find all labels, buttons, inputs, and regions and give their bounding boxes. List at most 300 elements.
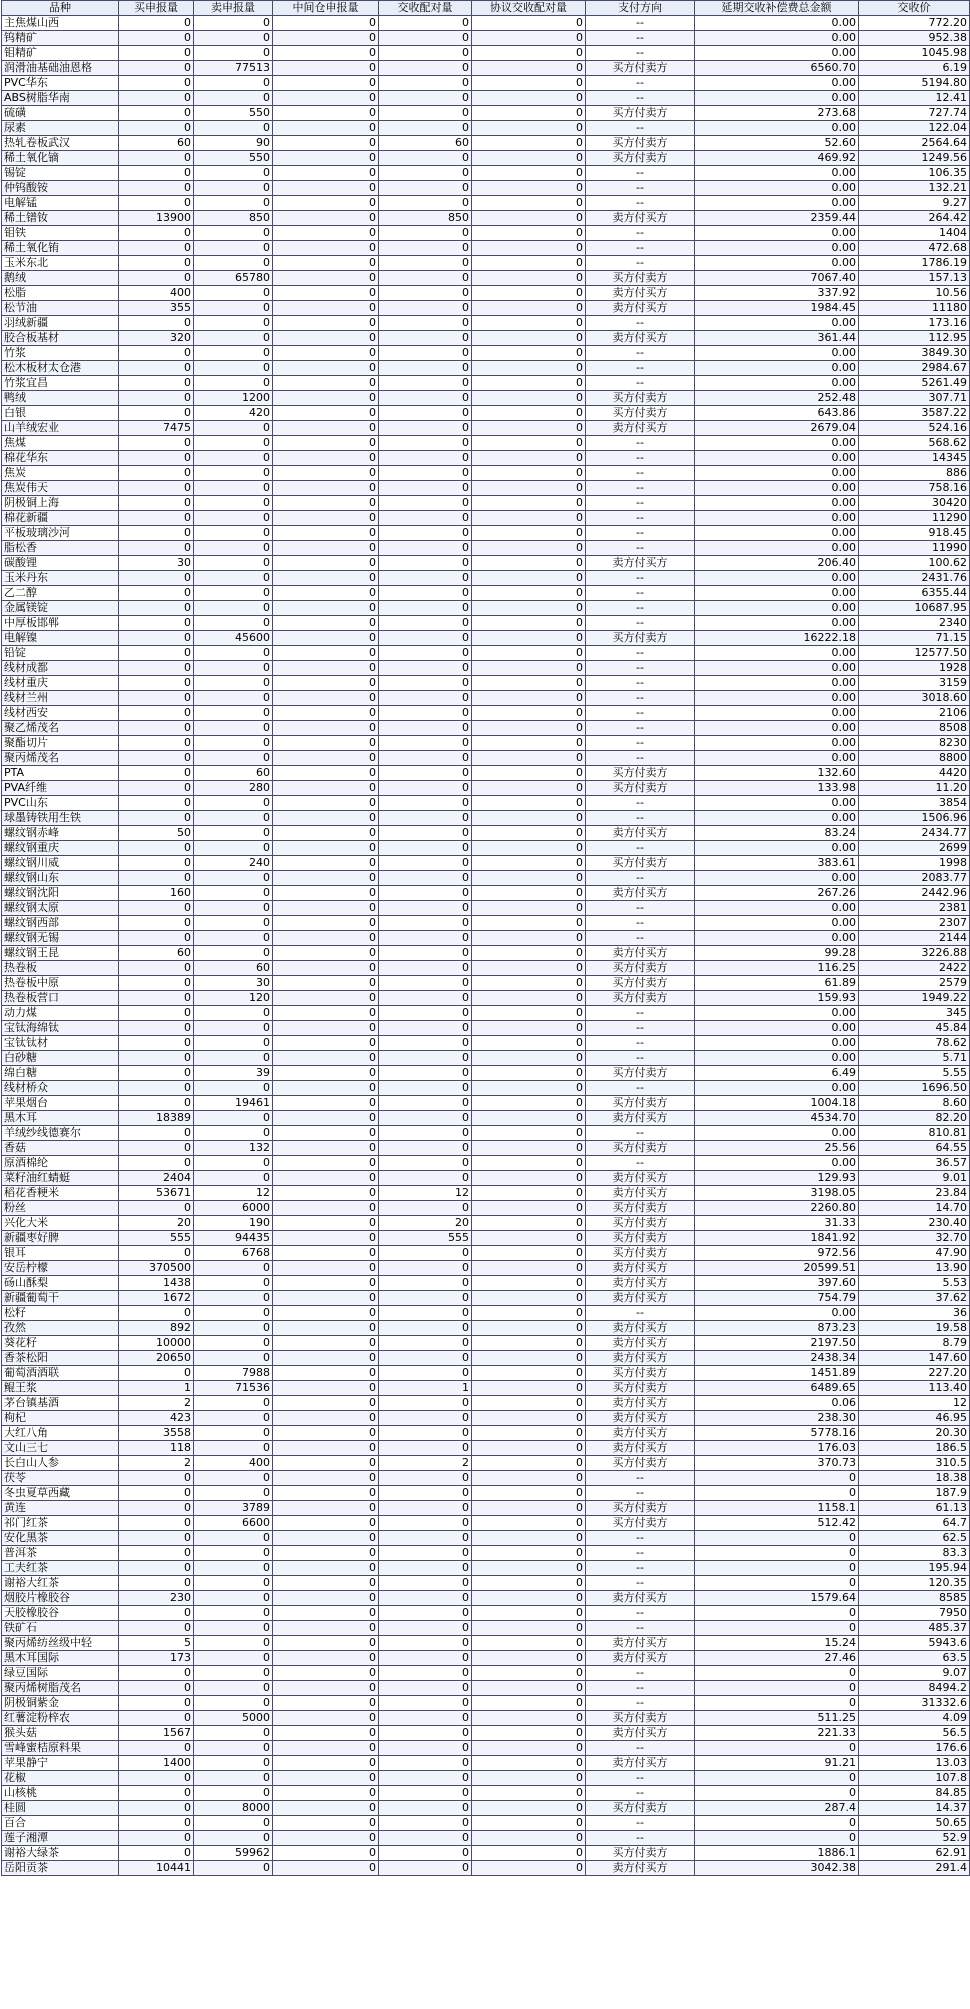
cell-delivery-price: 113.40 [859, 1381, 970, 1396]
cell-sell-declared: 0 [194, 1696, 273, 1711]
cell-sell-declared: 0 [194, 91, 273, 106]
cell-intermediate-declared: 0 [273, 151, 379, 166]
cell-intermediate-declared: 0 [273, 1801, 379, 1816]
table-row [2, 1516, 970, 1531]
cell-compensation-total: 0.00 [695, 676, 859, 691]
table-row [2, 346, 970, 361]
table-row [2, 1621, 970, 1636]
table-row [2, 766, 970, 781]
cell-buy-declared: 370500 [119, 1261, 194, 1276]
cell-agreement-matched: 0 [472, 1336, 586, 1351]
cell-buy-declared: 0 [119, 1141, 194, 1156]
cell-delivery-price: 173.16 [859, 316, 970, 331]
table-row [2, 676, 970, 691]
cell-sell-declared: 0 [194, 1636, 273, 1651]
cell-intermediate-declared: 0 [273, 1216, 379, 1231]
cell-variety: 线材桥众 [2, 1081, 119, 1096]
cell-variety: 黑木耳 [2, 1111, 119, 1126]
cell-buy-declared: 0 [119, 841, 194, 856]
cell-payment-direction: -- [586, 1666, 695, 1681]
cell-sell-declared: 0 [194, 1741, 273, 1756]
cell-intermediate-declared: 0 [273, 211, 379, 226]
cell-intermediate-declared: 0 [273, 1066, 379, 1081]
table-row [2, 376, 970, 391]
cell-payment-direction: 买方付卖方 [586, 1141, 695, 1156]
cell-buy-declared: 0 [119, 151, 194, 166]
cell-delivery-matched: 0 [379, 1066, 472, 1081]
cell-sell-declared: 0 [194, 1771, 273, 1786]
cell-agreement-matched: 0 [472, 1231, 586, 1246]
cell-variety: 聚丙烯树脂茂名 [2, 1681, 119, 1696]
table-row [2, 916, 970, 931]
cell-variety: 稀土氧化铕 [2, 241, 119, 256]
table-row [2, 226, 970, 241]
table-row [2, 76, 970, 91]
cell-payment-direction: 买方付卖方 [586, 961, 695, 976]
table-row [2, 1756, 970, 1771]
cell-delivery-matched: 0 [379, 526, 472, 541]
cell-delivery-matched: 0 [379, 1831, 472, 1846]
cell-intermediate-declared: 0 [273, 1231, 379, 1246]
cell-agreement-matched: 0 [472, 1486, 586, 1501]
cell-variety: 胶合板基材 [2, 331, 119, 346]
cell-buy-declared: 5 [119, 1636, 194, 1651]
cell-variety: 猴头菇 [2, 1726, 119, 1741]
cell-compensation-total: 1886.1 [695, 1846, 859, 1861]
table-row [2, 1846, 970, 1861]
cell-intermediate-declared: 0 [273, 526, 379, 541]
cell-delivery-price: 4420 [859, 766, 970, 781]
cell-delivery-price: 9.07 [859, 1666, 970, 1681]
cell-buy-declared: 0 [119, 541, 194, 556]
table-row [2, 106, 970, 121]
table-row [2, 1861, 970, 1876]
cell-payment-direction: -- [586, 196, 695, 211]
cell-intermediate-declared: 0 [273, 466, 379, 481]
cell-agreement-matched: 0 [472, 1066, 586, 1081]
cell-buy-declared: 10441 [119, 1861, 194, 1876]
table-row [2, 211, 970, 226]
cell-intermediate-declared: 0 [273, 1171, 379, 1186]
cell-delivery-price: 1786.19 [859, 256, 970, 271]
table-row [2, 1291, 970, 1306]
cell-delivery-price: 2083.77 [859, 871, 970, 886]
cell-delivery-matched: 0 [379, 76, 472, 91]
cell-payment-direction: -- [586, 1471, 695, 1486]
cell-sell-declared: 71536 [194, 1381, 273, 1396]
cell-compensation-total: 176.03 [695, 1441, 859, 1456]
cell-agreement-matched: 0 [472, 91, 586, 106]
cell-intermediate-declared: 0 [273, 121, 379, 136]
cell-buy-declared: 0 [119, 616, 194, 631]
cell-buy-declared: 0 [119, 1546, 194, 1561]
cell-delivery-matched: 0 [379, 421, 472, 436]
cell-agreement-matched: 0 [472, 541, 586, 556]
cell-buy-declared: 555 [119, 1231, 194, 1246]
cell-agreement-matched: 0 [472, 1636, 586, 1651]
cell-delivery-price: 524.16 [859, 421, 970, 436]
cell-sell-declared: 0 [194, 1156, 273, 1171]
cell-agreement-matched: 0 [472, 871, 586, 886]
cell-buy-declared: 0 [119, 511, 194, 526]
cell-buy-declared: 1438 [119, 1276, 194, 1291]
cell-delivery-price: 2106 [859, 706, 970, 721]
cell-buy-declared: 0 [119, 1711, 194, 1726]
cell-payment-direction: -- [586, 871, 695, 886]
cell-payment-direction: -- [586, 1156, 695, 1171]
cell-buy-declared: 0 [119, 106, 194, 121]
cell-compensation-total: 273.68 [695, 106, 859, 121]
cell-sell-declared: 0 [194, 1831, 273, 1846]
cell-agreement-matched: 0 [472, 901, 586, 916]
cell-variety: 热卷板营口 [2, 991, 119, 1006]
cell-compensation-total: 0.00 [695, 721, 859, 736]
cell-delivery-matched: 0 [379, 466, 472, 481]
cell-agreement-matched: 0 [472, 1756, 586, 1771]
cell-buy-declared: 230 [119, 1591, 194, 1606]
table-row [2, 1036, 970, 1051]
cell-buy-declared: 0 [119, 721, 194, 736]
cell-payment-direction: -- [586, 1036, 695, 1051]
cell-compensation-total: 0.00 [695, 691, 859, 706]
cell-intermediate-declared: 0 [273, 316, 379, 331]
cell-intermediate-declared: 0 [273, 1201, 379, 1216]
cell-buy-declared: 0 [119, 1531, 194, 1546]
cell-agreement-matched: 0 [472, 496, 586, 511]
cell-intermediate-declared: 0 [273, 31, 379, 46]
cell-payment-direction: 卖方付买方 [586, 826, 695, 841]
table-row [2, 1456, 970, 1471]
table-row [2, 361, 970, 376]
cell-variety: 脂松香 [2, 541, 119, 556]
cell-payment-direction: -- [586, 811, 695, 826]
cell-agreement-matched: 0 [472, 811, 586, 826]
cell-intermediate-declared: 0 [273, 46, 379, 61]
cell-agreement-matched: 0 [472, 61, 586, 76]
cell-payment-direction: -- [586, 541, 695, 556]
cell-buy-declared: 0 [119, 1021, 194, 1036]
cell-delivery-price: 230.40 [859, 1216, 970, 1231]
cell-delivery-price: 100.62 [859, 556, 970, 571]
cell-variety: 黄连 [2, 1501, 119, 1516]
cell-delivery-matched: 0 [379, 481, 472, 496]
cell-payment-direction: 买方付卖方 [586, 631, 695, 646]
cell-buy-declared: 2 [119, 1456, 194, 1471]
cell-delivery-matched: 0 [379, 766, 472, 781]
cell-sell-declared: 0 [194, 1111, 273, 1126]
cell-payment-direction: -- [586, 466, 695, 481]
cell-intermediate-declared: 0 [273, 691, 379, 706]
cell-sell-declared: 0 [194, 1546, 273, 1561]
cell-buy-declared: 0 [119, 1576, 194, 1591]
cell-variety: 山核桃 [2, 1786, 119, 1801]
cell-agreement-matched: 0 [472, 241, 586, 256]
cell-payment-direction: 卖方付买方 [586, 1186, 695, 1201]
cell-delivery-matched: 0 [379, 166, 472, 181]
table-row [2, 1351, 970, 1366]
table-row [2, 1486, 970, 1501]
cell-buy-declared: 0 [119, 406, 194, 421]
table-row [2, 391, 970, 406]
cell-variety: 动力煤 [2, 1006, 119, 1021]
cell-sell-declared: 0 [194, 286, 273, 301]
cell-intermediate-declared: 0 [273, 1486, 379, 1501]
cell-agreement-matched: 0 [472, 1516, 586, 1531]
cell-payment-direction: -- [586, 1606, 695, 1621]
cell-variety: 螺纹钢沈阳 [2, 886, 119, 901]
cell-delivery-matched: 0 [379, 796, 472, 811]
cell-delivery-price: 47.90 [859, 1246, 970, 1261]
cell-delivery-price: 19.58 [859, 1321, 970, 1336]
cell-variety: 茯苓 [2, 1471, 119, 1486]
cell-buy-declared: 0 [119, 76, 194, 91]
cell-intermediate-declared: 0 [273, 991, 379, 1006]
cell-compensation-total: 221.33 [695, 1726, 859, 1741]
cell-delivery-price: 2579 [859, 976, 970, 991]
cell-agreement-matched: 0 [472, 1546, 586, 1561]
cell-delivery-matched: 0 [379, 676, 472, 691]
table-row [2, 271, 970, 286]
cell-delivery-matched: 0 [379, 1201, 472, 1216]
cell-payment-direction: 买方付卖方 [586, 271, 695, 286]
cell-variety: 线材成都 [2, 661, 119, 676]
cell-delivery-matched: 0 [379, 1411, 472, 1426]
cell-variety: 砀山酥梨 [2, 1276, 119, 1291]
cell-delivery-matched: 0 [379, 31, 472, 46]
cell-variety: 线材重庆 [2, 676, 119, 691]
cell-sell-declared: 0 [194, 481, 273, 496]
cell-buy-declared: 0 [119, 871, 194, 886]
cell-buy-declared: 0 [119, 241, 194, 256]
table-row [2, 691, 970, 706]
cell-payment-direction: -- [586, 571, 695, 586]
cell-sell-declared: 0 [194, 466, 273, 481]
cell-payment-direction: -- [586, 1621, 695, 1636]
cell-variety: 松籽 [2, 1306, 119, 1321]
cell-sell-declared: 0 [194, 1786, 273, 1801]
cell-compensation-total: 0.00 [695, 436, 859, 451]
cell-payment-direction: -- [586, 751, 695, 766]
cell-intermediate-declared: 0 [273, 811, 379, 826]
cell-variety: 茅台镇基酒 [2, 1396, 119, 1411]
cell-sell-declared: 0 [194, 421, 273, 436]
cell-intermediate-declared: 0 [273, 1861, 379, 1876]
cell-variety: 鲲王浆 [2, 1381, 119, 1396]
cell-delivery-matched: 0 [379, 1651, 472, 1666]
cell-delivery-matched: 0 [379, 271, 472, 286]
cell-variety: 乙二醇 [2, 586, 119, 601]
table-row [2, 1471, 970, 1486]
cell-agreement-matched: 0 [472, 286, 586, 301]
table-row [2, 1726, 970, 1741]
cell-payment-direction: 卖方付买方 [586, 1291, 695, 1306]
cell-compensation-total: 469.92 [695, 151, 859, 166]
cell-agreement-matched: 0 [472, 1351, 586, 1366]
cell-buy-declared: 1567 [119, 1726, 194, 1741]
header-buy-declared: 买申报量 [119, 1, 194, 16]
cell-payment-direction: -- [586, 496, 695, 511]
cell-variety: 硫磺 [2, 106, 119, 121]
cell-sell-declared: 550 [194, 106, 273, 121]
cell-intermediate-declared: 0 [273, 1261, 379, 1276]
cell-sell-declared: 0 [194, 841, 273, 856]
cell-delivery-matched: 0 [379, 226, 472, 241]
cell-payment-direction: 买方付卖方 [586, 1201, 695, 1216]
cell-sell-declared: 5000 [194, 1711, 273, 1726]
cell-intermediate-declared: 0 [273, 961, 379, 976]
cell-delivery-price: 3587.22 [859, 406, 970, 421]
cell-delivery-matched: 0 [379, 61, 472, 76]
cell-payment-direction: 卖方付买方 [586, 556, 695, 571]
cell-buy-declared: 20650 [119, 1351, 194, 1366]
cell-payment-direction: 卖方付买方 [586, 421, 695, 436]
cell-agreement-matched: 0 [472, 616, 586, 631]
cell-delivery-price: 291.4 [859, 1861, 970, 1876]
table-row [2, 886, 970, 901]
cell-agreement-matched: 0 [472, 31, 586, 46]
cell-payment-direction: -- [586, 616, 695, 631]
cell-delivery-price: 3018.60 [859, 691, 970, 706]
cell-sell-declared: 0 [194, 826, 273, 841]
cell-variety: 宝钛钛材 [2, 1036, 119, 1051]
cell-agreement-matched: 0 [472, 721, 586, 736]
cell-variety: 祁门红茶 [2, 1516, 119, 1531]
header-payment-direction: 支付方向 [586, 1, 695, 16]
cell-buy-declared: 0 [119, 91, 194, 106]
cell-agreement-matched: 0 [472, 1246, 586, 1261]
cell-compensation-total: 0.00 [695, 871, 859, 886]
table-row [2, 1561, 970, 1576]
cell-agreement-matched: 0 [472, 1396, 586, 1411]
cell-sell-declared: 0 [194, 676, 273, 691]
cell-delivery-matched: 0 [379, 1021, 472, 1036]
cell-intermediate-declared: 0 [273, 586, 379, 601]
cell-delivery-matched: 1 [379, 1381, 472, 1396]
cell-payment-direction: -- [586, 1681, 695, 1696]
table-row [2, 1711, 970, 1726]
cell-compensation-total: 0.00 [695, 316, 859, 331]
cell-variety: 原酒棉纶 [2, 1156, 119, 1171]
cell-payment-direction: -- [586, 1081, 695, 1096]
cell-sell-declared: 0 [194, 661, 273, 676]
cell-sell-declared: 6768 [194, 1246, 273, 1261]
cell-delivery-matched: 0 [379, 1426, 472, 1441]
cell-delivery-price: 45.84 [859, 1021, 970, 1036]
cell-buy-declared: 0 [119, 676, 194, 691]
table-row [2, 1651, 970, 1666]
cell-buy-declared: 0 [119, 856, 194, 871]
cell-agreement-matched: 0 [472, 1651, 586, 1666]
cell-delivery-price: 6.19 [859, 61, 970, 76]
cell-sell-declared: 0 [194, 1666, 273, 1681]
cell-compensation-total: 0.00 [695, 361, 859, 376]
cell-sell-declared: 550 [194, 151, 273, 166]
cell-buy-declared: 60 [119, 946, 194, 961]
cell-compensation-total: 61.89 [695, 976, 859, 991]
cell-payment-direction: 买方付卖方 [586, 1711, 695, 1726]
cell-compensation-total: 133.98 [695, 781, 859, 796]
cell-sell-declared: 0 [194, 1171, 273, 1186]
cell-buy-declared: 18389 [119, 1111, 194, 1126]
cell-buy-declared: 355 [119, 301, 194, 316]
cell-payment-direction: 买方付卖方 [586, 1366, 695, 1381]
cell-compensation-total: 0.00 [695, 841, 859, 856]
cell-delivery-matched: 0 [379, 316, 472, 331]
cell-compensation-total: 0 [695, 1816, 859, 1831]
cell-buy-declared: 0 [119, 1246, 194, 1261]
cell-delivery-matched: 12 [379, 1186, 472, 1201]
cell-agreement-matched: 0 [472, 1501, 586, 1516]
cell-variety: 螺纹钢重庆 [2, 841, 119, 856]
cell-buy-declared: 0 [119, 1066, 194, 1081]
cell-intermediate-declared: 0 [273, 1666, 379, 1681]
cell-compensation-total: 0 [695, 1741, 859, 1756]
cell-payment-direction: -- [586, 1696, 695, 1711]
table-row [2, 331, 970, 346]
table-row [2, 856, 970, 871]
cell-intermediate-declared: 0 [273, 1366, 379, 1381]
cell-variety: 雪峰蜜桔原料果 [2, 1741, 119, 1756]
cell-delivery-matched: 0 [379, 1576, 472, 1591]
cell-sell-declared: 0 [194, 1681, 273, 1696]
cell-delivery-matched: 0 [379, 1276, 472, 1291]
cell-agreement-matched: 0 [472, 826, 586, 841]
table-row [2, 721, 970, 736]
cell-payment-direction: -- [586, 31, 695, 46]
cell-agreement-matched: 0 [472, 1201, 586, 1216]
cell-variety: 香菇 [2, 1141, 119, 1156]
cell-intermediate-declared: 0 [273, 946, 379, 961]
cell-delivery-price: 1998 [859, 856, 970, 871]
cell-delivery-matched: 0 [379, 601, 472, 616]
cell-sell-declared: 0 [194, 331, 273, 346]
cell-sell-declared: 0 [194, 871, 273, 886]
cell-delivery-matched: 0 [379, 826, 472, 841]
cell-compensation-total: 873.23 [695, 1321, 859, 1336]
cell-intermediate-declared: 0 [273, 301, 379, 316]
table-row [2, 181, 970, 196]
cell-agreement-matched: 0 [472, 1381, 586, 1396]
cell-delivery-price: 11.20 [859, 781, 970, 796]
table-row [2, 91, 970, 106]
cell-variety: 安化黑茶 [2, 1531, 119, 1546]
cell-delivery-price: 2564.64 [859, 136, 970, 151]
cell-intermediate-declared: 0 [273, 1306, 379, 1321]
cell-delivery-price: 37.62 [859, 1291, 970, 1306]
cell-compensation-total: 91.21 [695, 1756, 859, 1771]
table-row [2, 1171, 970, 1186]
cell-intermediate-declared: 0 [273, 1411, 379, 1426]
cell-intermediate-declared: 0 [273, 766, 379, 781]
cell-compensation-total: 15.24 [695, 1636, 859, 1651]
cell-delivery-price: 14345 [859, 451, 970, 466]
cell-delivery-price: 12577.50 [859, 646, 970, 661]
cell-buy-declared: 0 [119, 901, 194, 916]
cell-intermediate-declared: 0 [273, 361, 379, 376]
cell-delivery-matched: 0 [379, 1501, 472, 1516]
cell-delivery-matched: 0 [379, 286, 472, 301]
table-row [2, 1126, 970, 1141]
cell-sell-declared: 6000 [194, 1201, 273, 1216]
cell-sell-declared: 0 [194, 1486, 273, 1501]
table-row [2, 481, 970, 496]
cell-payment-direction: 买方付卖方 [586, 1381, 695, 1396]
cell-buy-declared: 0 [119, 436, 194, 451]
table-row [2, 166, 970, 181]
cell-buy-declared: 0 [119, 661, 194, 676]
cell-compensation-total: 0.00 [695, 586, 859, 601]
cell-compensation-total: 16222.18 [695, 631, 859, 646]
